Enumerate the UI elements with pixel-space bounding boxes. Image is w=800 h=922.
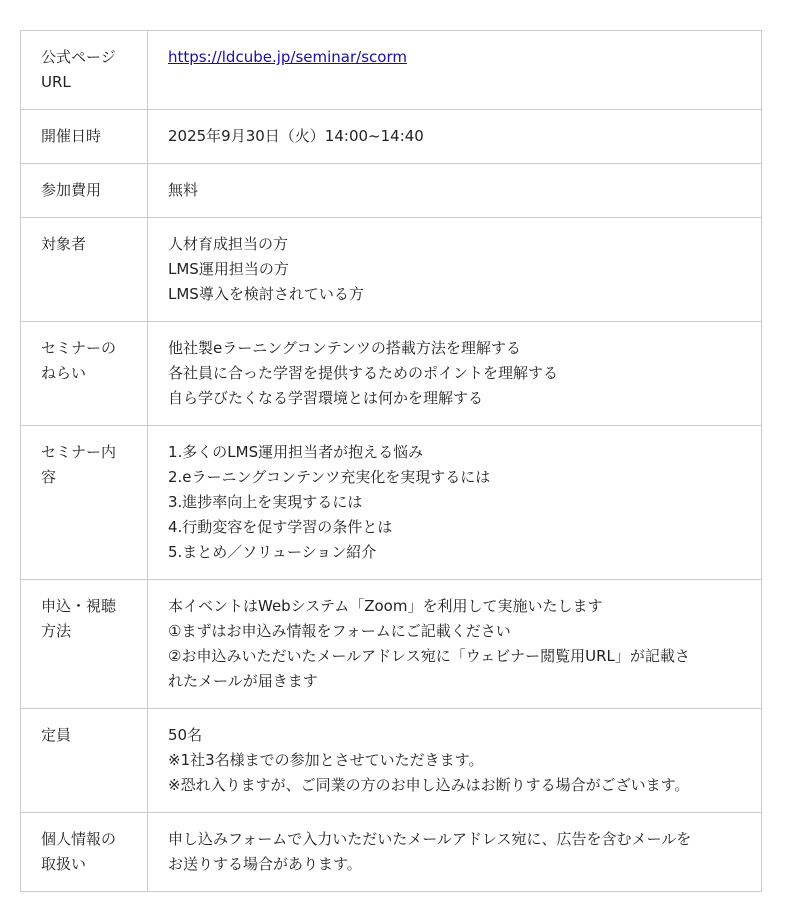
value-line: LMS導入を検討されている方 xyxy=(168,285,364,303)
value-line: 本イベントはWebシステム「Zoom」を利用して実施いたします xyxy=(168,597,603,615)
table-row-target xyxy=(21,218,762,322)
table-row-date xyxy=(21,110,762,164)
label-line: セミナーの xyxy=(41,339,117,357)
row-label xyxy=(21,322,148,426)
seminar-info xyxy=(20,30,762,892)
row-label xyxy=(21,580,148,709)
label-line: 参加費用 xyxy=(41,181,102,199)
row-label xyxy=(21,164,148,218)
row-value xyxy=(148,110,762,164)
value-line: 人材育成担当の方 xyxy=(168,235,289,253)
label-line: 定員 xyxy=(41,726,72,744)
value-line: 1.多くのLMS運用担当者が抱える悩み xyxy=(168,443,424,461)
value-line: ※恐れ入りますが、ご同業の方のお申し込みはお断りする場合がございます。 xyxy=(168,776,690,794)
value-line: 5.まとめ／ソリューション紹介 xyxy=(168,543,377,561)
label-line: セミナー内 xyxy=(41,443,117,461)
row-value xyxy=(148,426,762,580)
row-value xyxy=(148,218,762,322)
table-row-contents xyxy=(21,426,762,580)
value-line: 2.eラーニングコンテンツ充実化を実現するには xyxy=(168,468,491,486)
row-label xyxy=(21,110,148,164)
value-line: 4.行動変容を促す学習の条件とは xyxy=(168,518,393,536)
value-line: れたメールが届きます xyxy=(168,672,318,690)
value-line: 自ら学びたくなる学習環境とは何かを理解する xyxy=(168,389,484,407)
label-line: 容 xyxy=(41,468,57,486)
label-line: URL xyxy=(41,73,71,91)
row-label xyxy=(21,813,148,892)
label-line: 開催日時 xyxy=(41,127,102,145)
row-label xyxy=(21,218,148,322)
value-line: お送りする場合があります。 xyxy=(168,855,362,873)
value-line: 50名 xyxy=(168,726,203,744)
row-label xyxy=(21,426,148,580)
value-line: ※1社3名様までの参加とさせていただきます。 xyxy=(168,751,484,769)
label-line: ねらい xyxy=(41,364,87,382)
label-line: 申込・視聴 xyxy=(41,597,117,615)
value-line: 3.進捗率向上を実現するには xyxy=(168,493,363,511)
value-line: LMS運用担当の方 xyxy=(168,260,289,278)
label-line: 対象者 xyxy=(41,235,87,253)
table-row-fee xyxy=(21,164,762,218)
label-line: 取扱い xyxy=(41,855,87,873)
row-label xyxy=(21,31,148,110)
label-line: 方法 xyxy=(41,622,72,640)
value-line: 申し込みフォームで入力いただいたメールアドレス宛に、広告を含むメールを xyxy=(168,830,692,848)
label-line: 個人情報の xyxy=(41,830,117,848)
row-value xyxy=(148,164,762,218)
value-line: ①まずはお申込み情報をフォームにご記載ください xyxy=(168,622,511,640)
table-row-aims xyxy=(21,322,762,426)
value-line: ②お申込みいただいたメールアドレス宛に「ウェビナー閲覧用URL」が記載さ xyxy=(168,647,690,665)
seminar-info-table xyxy=(20,30,762,892)
row-value xyxy=(148,709,762,813)
row-value xyxy=(148,31,762,110)
row-value xyxy=(148,322,762,426)
table-row-capacity xyxy=(21,709,762,813)
value-line: 無料 xyxy=(168,181,199,199)
value-line: 各社員に合った学習を提供するためのポイントを理解する xyxy=(168,364,559,382)
label-line: 公式ページ xyxy=(41,48,116,66)
row-value xyxy=(148,580,762,709)
row-label xyxy=(21,709,148,813)
official-page-link[interactable]: https://ldcube.jp/seminar/scorm xyxy=(168,48,407,66)
table-row-apply xyxy=(21,580,762,709)
table-row-privacy xyxy=(21,813,762,892)
value-line: 2025年9月30日（火）14:00~14:40 xyxy=(168,127,424,145)
table-row-official-url xyxy=(21,31,762,110)
value-line: 他社製eラーニングコンテンツの搭載方法を理解する xyxy=(168,339,521,357)
row-value xyxy=(148,813,762,892)
